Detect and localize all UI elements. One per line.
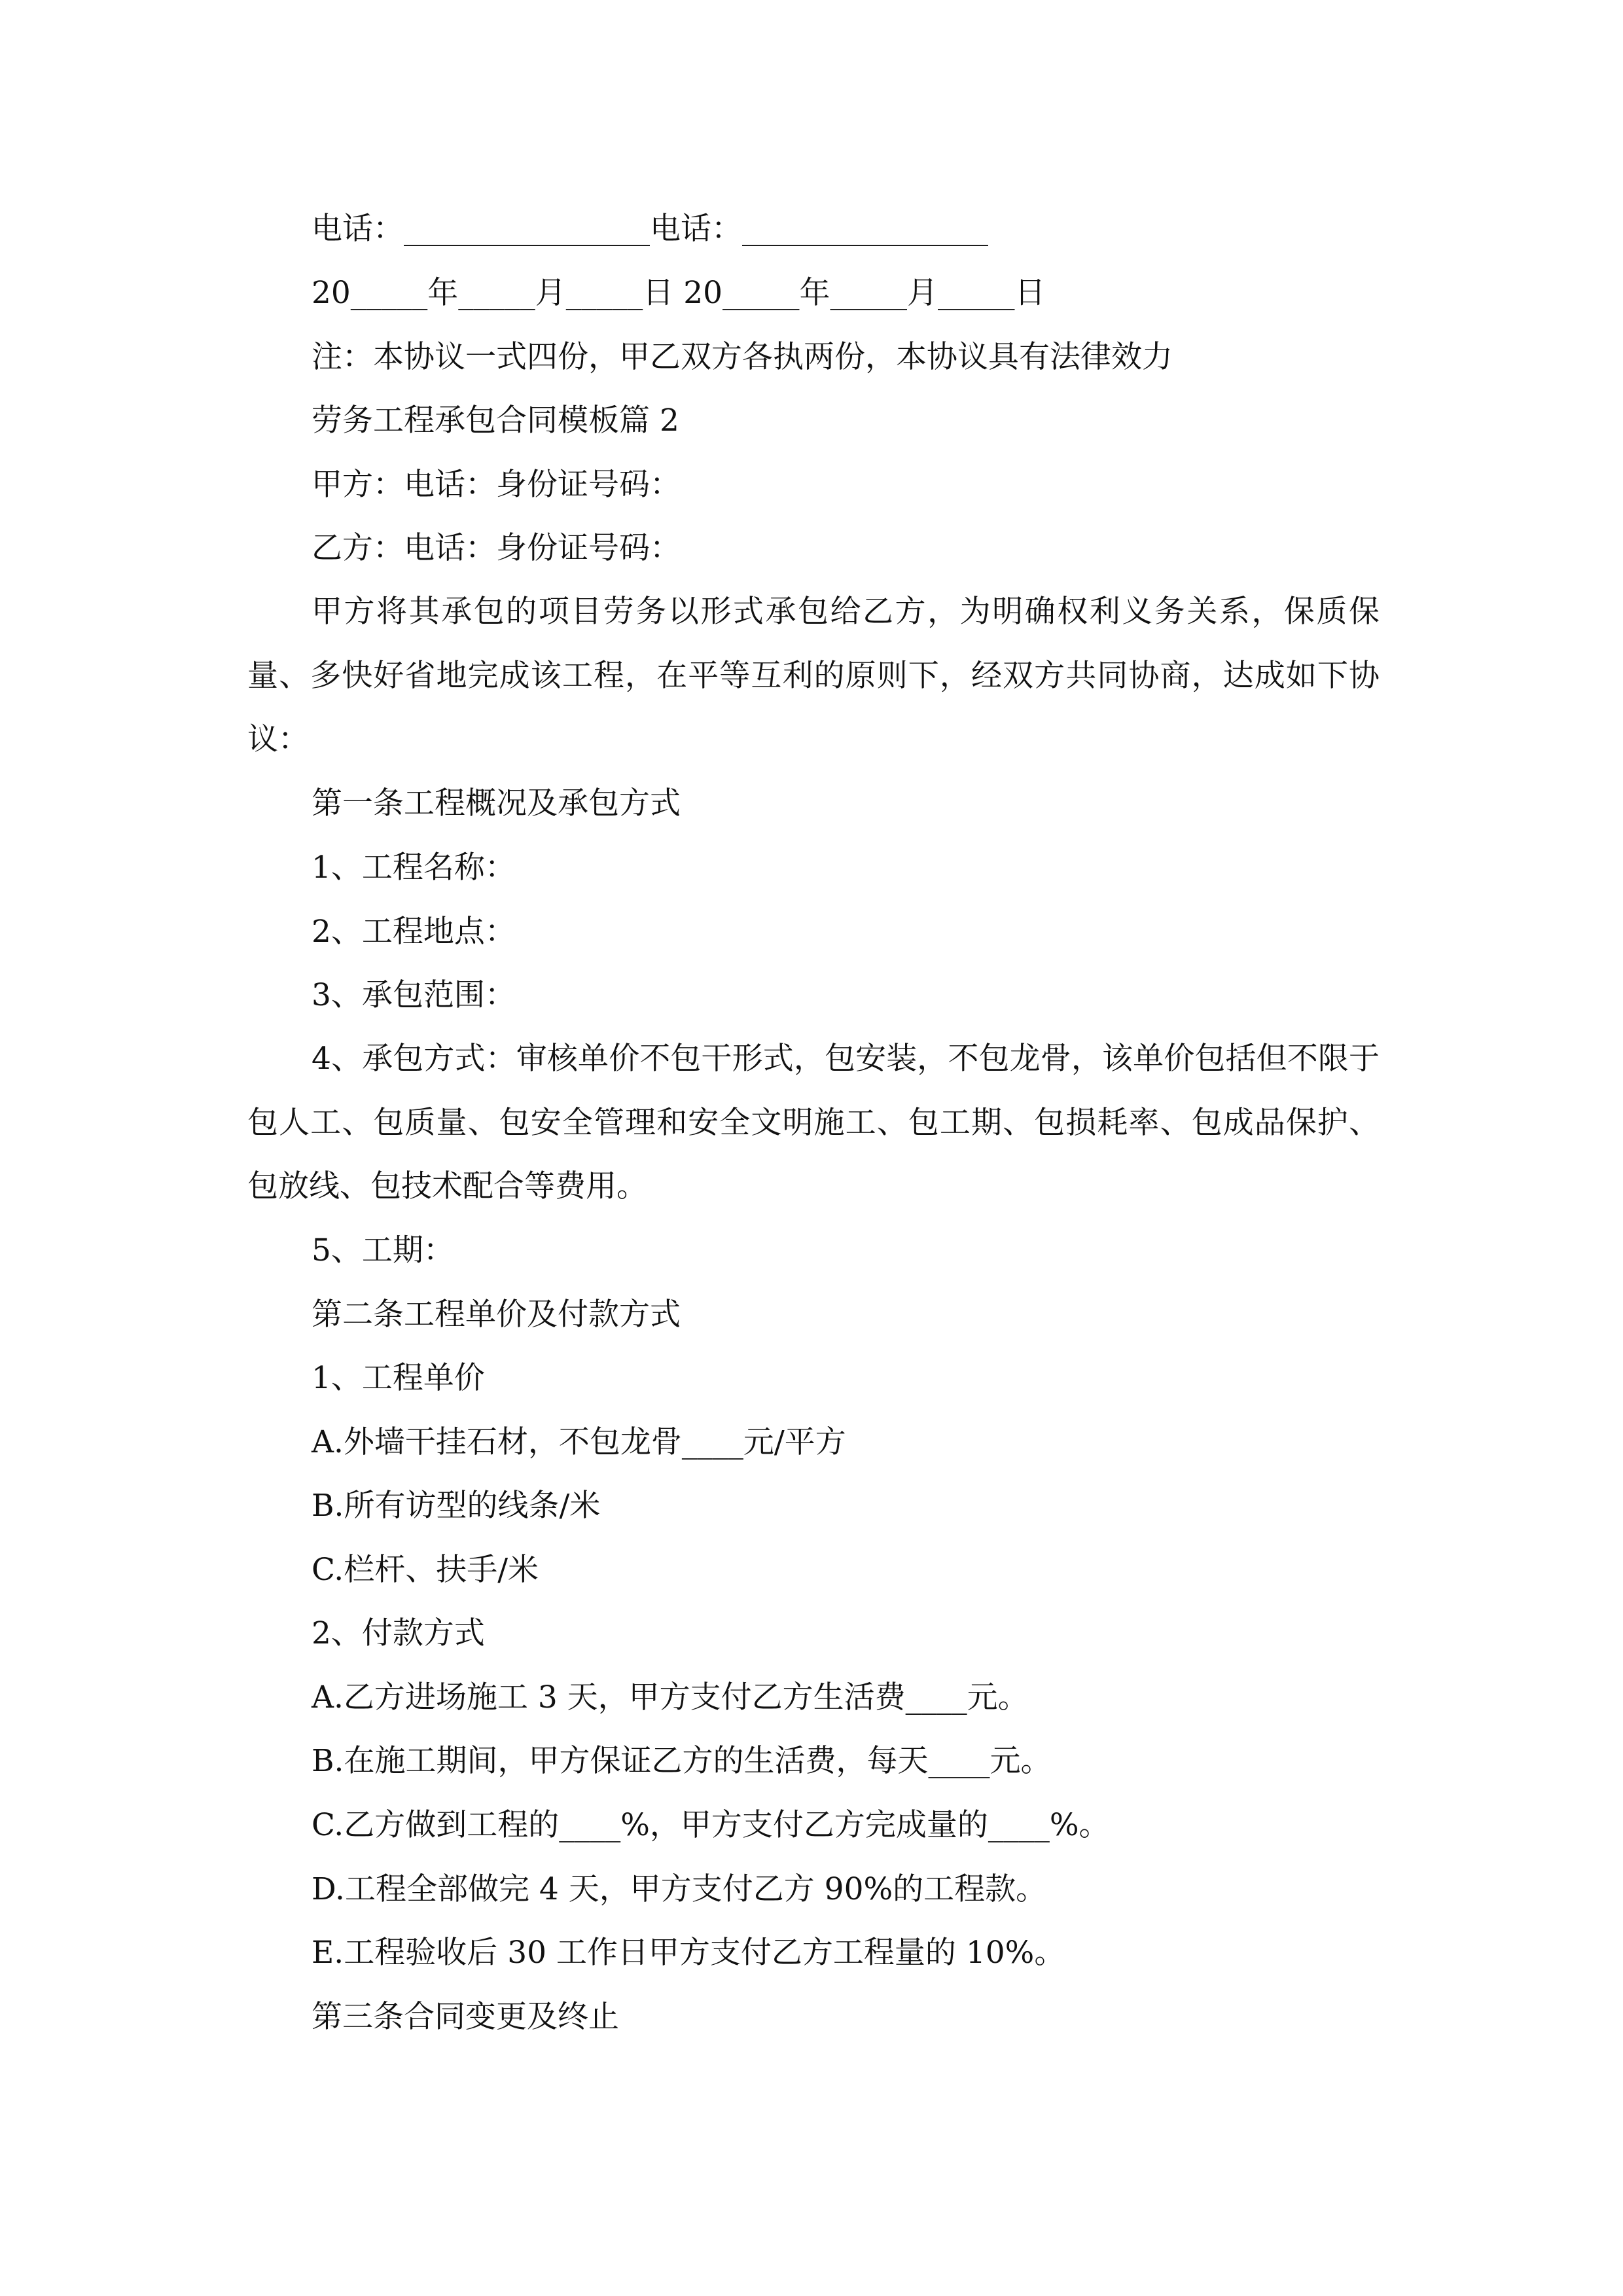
note-line: 注：本协议一式四份，甲乙双方各执两份，本协议具有法律效力 xyxy=(312,339,1173,375)
payment-item-b: B.在施工期间，甲方保证乙方的生活费，每天____元。 xyxy=(312,1743,1052,1779)
payment-heading: 2、付款方式 xyxy=(312,1615,485,1651)
payment-item-a: A.乙方进场施工 3 天，甲方支付乙方生活费____元。 xyxy=(312,1679,1029,1715)
section-heading: 劳务工程承包合同模板篇 2 xyxy=(312,403,679,439)
party-a-line: 甲方：电话：身份证号码： xyxy=(312,467,681,503)
party-b-line: 乙方：电话：身份证号码： xyxy=(312,530,681,566)
date-signature-line: 20_____年_____月_____日 20_____年_____月_____日 xyxy=(312,275,1046,311)
payment-item-d: D.工程全部做完 4 天，甲方支付乙方 90%的工程款。 xyxy=(312,1871,1047,1907)
price-item-b: B.所有访型的线条/米 xyxy=(312,1488,601,1524)
price-item-a: A.外墙干挂石材，不包龙骨____元/平方 xyxy=(312,1424,846,1460)
contract-scope-line: 3、承包范围： xyxy=(312,977,516,1013)
contract-method-paragraph: 4、承包方式：审核单价不包干形式，包安装，不包龙骨，该单价包括但不限于包人工、包质量、包安全管理和安全文明施工、包工期、包损耗率、包成品保护、包放线、包技术配合等费用。 xyxy=(247,1041,1380,1204)
article-3-heading: 第三条合同变更及终止 xyxy=(312,1999,619,2035)
phone-signature-line: 电话：________________电话：________________ xyxy=(312,211,988,247)
article-1-heading: 第一条工程概况及承包方式 xyxy=(312,785,681,821)
project-location-line: 2、工程地点： xyxy=(312,914,516,950)
duration-line: 5、工期： xyxy=(312,1232,454,1268)
payment-item-c: C.乙方做到工程的____%，甲方支付乙方完成量的____%。 xyxy=(312,1807,1110,1843)
project-name-line: 1、工程名称： xyxy=(312,850,516,886)
intro-paragraph: 甲方将其承包的项目劳务以形式承包给乙方，为明确权利义务关系，保质保量、多快好省地完成该工程，在平等互利的原则下，经双方共同协商，达成如下协议： xyxy=(247,594,1380,757)
price-item-c: C.栏杆、扶手/米 xyxy=(312,1552,539,1588)
payment-item-e: E.工程验收后 30 工作日甲方支付乙方工程量的 10%。 xyxy=(312,1935,1065,1971)
unit-price-heading: 1、工程单价 xyxy=(312,1360,485,1396)
article-2-heading: 第二条工程单价及付款方式 xyxy=(312,1297,681,1333)
